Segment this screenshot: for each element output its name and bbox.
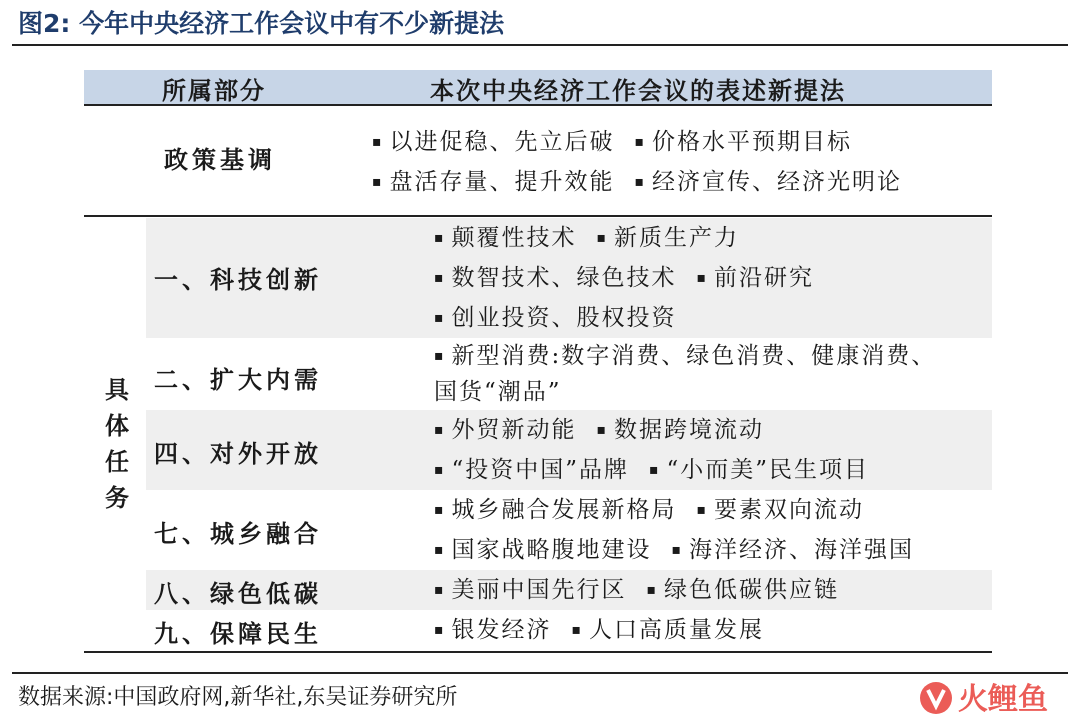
list-item: ▪ 美丽中国先行区 — [434, 577, 627, 603]
row-label: 八、绿色低碳 — [154, 579, 322, 608]
bullet-icon: ▪ — [434, 542, 446, 558]
row-label: 四、对外开放 — [154, 439, 322, 468]
row-items — [434, 410, 889, 490]
row-items — [434, 338, 956, 410]
row-label: 一、科技创新 — [154, 265, 322, 294]
list-item-continued: 国货“潮品” — [434, 379, 562, 405]
watermark-logo — [916, 676, 1066, 720]
bullet-icon: ▪ — [434, 622, 446, 638]
list-item: ▪ 盘活存量、提升效能 — [372, 169, 615, 195]
bullet-icon: ▪ — [434, 502, 446, 518]
list-item: ▪ 外贸新动能 — [434, 417, 577, 443]
list-item: ▪ “小而美”民生项目 — [649, 457, 870, 483]
watermark-text: 火鲤鱼 — [958, 682, 1048, 717]
bullet-icon: ▪ — [571, 622, 583, 638]
list-item: ▪ 银发经济 — [434, 617, 552, 643]
bullet-icon: ▪ — [434, 422, 446, 438]
list-item: ▪ 数据跨境流动 — [596, 417, 764, 443]
row-label: 七、城乡融合 — [154, 519, 322, 548]
table-row — [146, 570, 992, 610]
list-item: ▪ 新型消费:数字消费、绿色消费、健康消费、 — [434, 343, 937, 369]
bottom-rule — [12, 672, 1068, 674]
header-expressions: 本次中央经济工作会议的表述新提法 — [430, 76, 846, 105]
bullet-icon: ▪ — [434, 230, 446, 246]
bullet-icon: ▪ — [434, 582, 446, 598]
section-rule — [84, 215, 992, 217]
group-label-specific-tasks: 具 体 任 务 — [105, 375, 129, 512]
list-item: ▪ 要素双向流动 — [696, 497, 864, 523]
table-row — [146, 218, 992, 338]
list-item: ▪ 城乡融合发展新格局 — [434, 497, 677, 523]
table-row — [146, 490, 992, 570]
list-item: ▪ 绿色低碳供应链 — [646, 577, 839, 603]
list-item: ▪ 颠覆性技术 — [434, 225, 577, 251]
bullet-icon: ▪ — [372, 134, 384, 150]
row-label: 二、扩大内需 — [154, 365, 322, 394]
list-item: ▪ 国家战略腹地建设 — [434, 537, 652, 563]
bullet-icon: ▪ — [596, 230, 608, 246]
row-items — [434, 490, 934, 570]
list-item: ▪ 以进促稳、先立后破 — [372, 129, 615, 155]
bullet-icon: ▪ — [634, 134, 646, 150]
data-source-note: 数据来源:中国政府网,新华社,东吴证券研究所 — [18, 685, 458, 710]
table-row — [146, 410, 992, 490]
list-item: ▪ 人口高质量发展 — [571, 617, 764, 643]
row-label: 九、保障民生 — [154, 619, 322, 648]
bullet-icon: ▪ — [434, 462, 446, 478]
list-item: ▪ 经济宣传、经济光明论 — [634, 169, 902, 195]
list-item: ▪ 前沿研究 — [696, 265, 814, 291]
bullet-icon: ▪ — [372, 174, 384, 190]
table-row — [84, 106, 992, 214]
table-row — [146, 338, 992, 410]
bullet-icon: ▪ — [649, 462, 661, 478]
list-item: ▪ 数智技术、绿色技术 — [434, 265, 677, 291]
bullet-icon: ▪ — [696, 502, 708, 518]
bullet-icon: ▪ — [434, 310, 446, 326]
bullet-icon: ▪ — [634, 174, 646, 190]
row-items — [434, 610, 784, 650]
list-item: ▪ 海洋经济、海洋强国 — [671, 537, 914, 563]
bullet-icon: ▪ — [434, 348, 446, 364]
row-label: 政策基调 — [164, 145, 276, 174]
list-item: ▪ 新质生产力 — [596, 225, 739, 251]
bullet-icon: ▪ — [596, 422, 608, 438]
list-item: ▪ “投资中国”品牌 — [434, 457, 630, 483]
list-item: ▪ 价格水平预期目标 — [634, 129, 852, 155]
bullet-icon: ▪ — [646, 582, 658, 598]
bullet-icon: ▪ — [696, 270, 708, 286]
header-section: 所属部分 — [162, 76, 266, 105]
bullet-icon: ▪ — [671, 542, 683, 558]
table-row — [146, 610, 992, 650]
table-bottom-rule — [84, 651, 992, 653]
bullet-icon: ▪ — [434, 270, 446, 286]
row-items — [434, 570, 859, 610]
table-header — [84, 70, 992, 106]
figure-title: 图2: 今年中央经济工作会议中有不少新提法 — [18, 9, 505, 38]
list-item: ▪ 创业投资、股权投资 — [434, 305, 677, 331]
row-items — [372, 122, 922, 202]
top-rule — [12, 44, 1068, 46]
row-items — [434, 218, 834, 338]
